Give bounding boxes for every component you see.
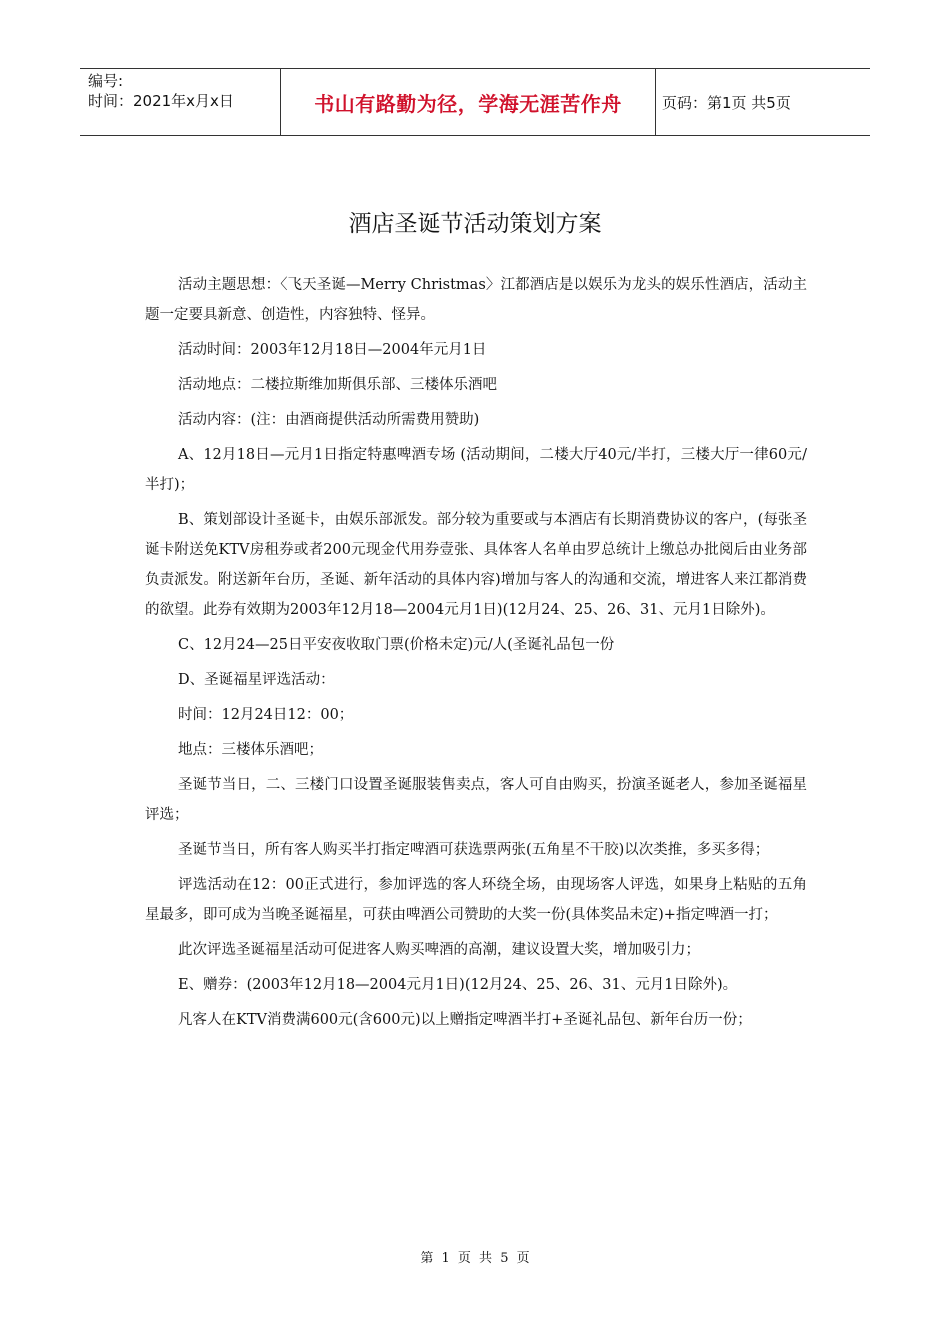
document-body [145, 270, 807, 1040]
paragraph: 圣诞节当日，二、三楼门口设置圣诞服装售卖点，客人可自由购买，扮演圣诞老人，参加圣诞福星评选； [145, 777, 807, 823]
header-page-number: 页码：第1页 共5页 [662, 93, 791, 112]
document-number-label: 编号: [88, 72, 124, 90]
page-header [80, 68, 870, 136]
paragraph: E、赠券：(2003年12月18—2004元月1日)(12月24、25、26、31、元月1日除外)。 [178, 977, 738, 993]
paragraph: 此次评选圣诞福星活动可促进客人购买啤酒的高潮，建议设置大奖，增加吸引力； [178, 942, 700, 958]
document-title: 酒店圣诞节活动策划方案 [348, 211, 602, 237]
header-motto: 书山有路勤为径，学海无涯苦作舟 [281, 69, 656, 135]
paragraph: 活动主题思想：〈飞天圣诞—Merry Christmas〉江都酒店是以娱乐为龙头的娱乐性酒店，活动主题一定要具新意、创造性，内容独特、怪异。 [145, 277, 807, 323]
paragraph: 圣诞节当日，所有客人购买半打指定啤酒可获选票两张(五角星不干胶)以次类推，多买多得； [178, 842, 770, 858]
paragraph: A、12月18日—元月1日指定特惠啤酒专场 (活动期间，二楼大厅40元/半打，三楼大厅一律60元/半打)； [145, 447, 807, 493]
paragraph: 活动内容：(注：由酒商提供活动所需费用赞助) [178, 412, 480, 428]
paragraph: C、12月24—25日平安夜收取门票(价格未定)元/人(圣诞礼品包一份 [178, 637, 615, 653]
paragraph: 凡客人在KTV消费满600元(含600元)以上赠指定啤酒半打+圣诞礼品包、新年台历一份； [178, 1012, 752, 1028]
paragraph: D、圣诞福星评选活动： [178, 672, 335, 688]
header-meta [80, 69, 281, 135]
paragraph: B、策划部设计圣诞卡，由娱乐部派发。部分较为重要或与本酒店有长期消费协议的客户，(每张圣诞卡附送免KTV房租券或者200元现金代用券壹张、具体客人名单由罗总统计上缴总办批阅后由业务部负责派发。附送新年台历，圣诞、新年活动的具体内容)增加与客人的沟通和交流，增进客人来江都消费的欲望。此券有效期为2003年12月18—2004元月1日)(12月24、25、26、31、元月1日除外)。 [145, 512, 807, 618]
document-date-label: 时间：2021年x月x日 [88, 92, 234, 110]
paragraph: 地点：三楼体乐酒吧； [178, 742, 323, 758]
paragraph: 评选活动在12：00正式进行，参加评选的客人环绕全场，由现场客人评选，如果身上粘贴的五角星最多，即可成为当晚圣诞福星，可获由啤酒公司赞助的大奖一份(具体奖品未定)+指定啤酒一打； [145, 877, 807, 923]
page-footer: 第 1 页 共 5 页 [420, 1251, 530, 1266]
paragraph: 活动地点：二楼拉斯维加斯俱乐部、三楼体乐酒吧 [178, 377, 497, 393]
paragraph: 活动时间：2003年12月18日—2004年元月1日 [178, 342, 487, 358]
paragraph: 时间：12月24日12：00； [178, 707, 354, 723]
